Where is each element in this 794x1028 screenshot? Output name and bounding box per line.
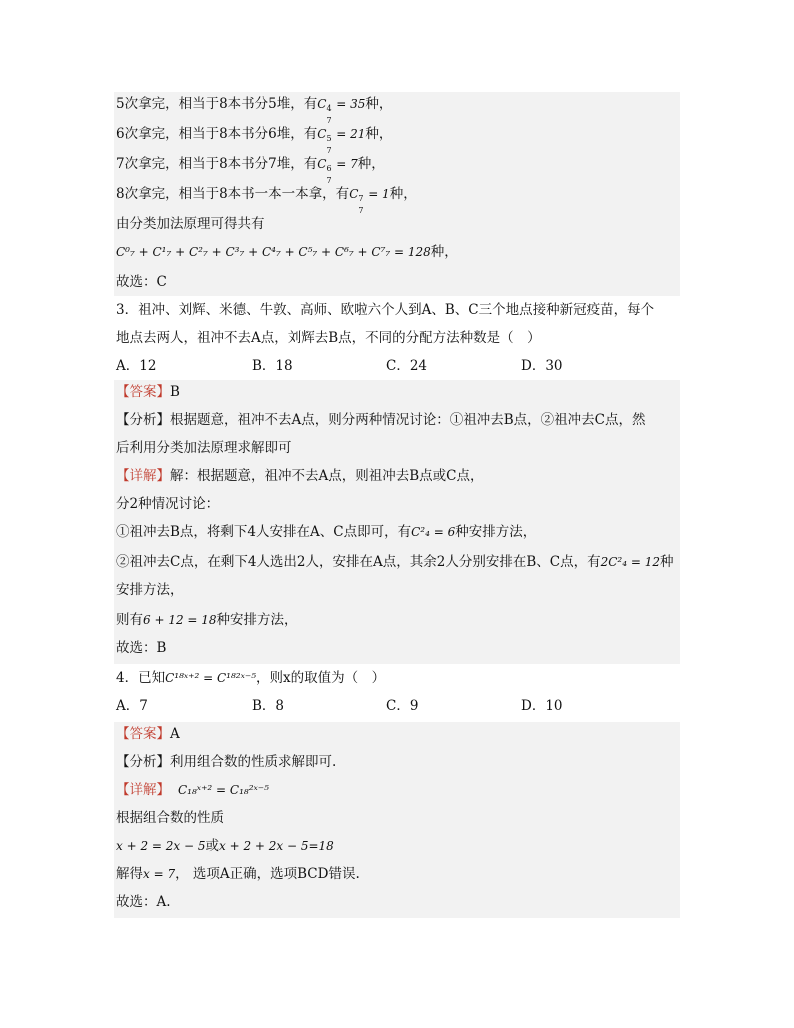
formula-line: C⁰₇ + C¹₇ + C²₇ + C³₇ + C⁴₇ + C⁵₇ + C⁶₇ + C⁷₇ = 128种，	[116, 244, 458, 260]
detail-line: 安排方法，	[116, 582, 184, 598]
option-c: C．9	[386, 698, 419, 714]
text-line: 故选：C	[116, 274, 167, 290]
answer-line: 【答案】B	[116, 384, 180, 400]
text-line: 8次拿完，相当于8本书一本一本拿，有C 7 7 = 1种，	[116, 186, 417, 215]
option-b: B．18	[252, 358, 293, 374]
question-stem: 3．祖冲、刘辉、米德、牛敦、高师、欧啦六个人到A、B、C三个地点接种新冠疫苗，每个	[116, 302, 655, 318]
text-line: 由分类加法原理可得共有	[116, 216, 265, 232]
question-stem: 4．已知C¹⁸ˣ⁺² = C¹⁸²ˣ⁻⁵，则x的取值为（ ）	[116, 670, 386, 686]
option-c: C．24	[386, 358, 428, 374]
answer-line: 【答案】A	[116, 726, 180, 742]
analysis-line: 【分析】根据题意，祖冲不去A点，则分两种情况讨论：①祖冲去B点，②祖冲去C点，然	[116, 412, 646, 428]
text-line: 5次拿完，相当于8本书分5堆，有C 4 7 = 35种，	[116, 96, 393, 125]
question-stem: 地点去两人，祖冲不去A点，刘辉去B点，不同的分配方法种数是（ ）	[116, 330, 541, 346]
detail-line: ②祖冲去C点，在剩下4人选出2人，安排在A点，其余2人分别安排在B、C点，有2C²₄ = 12种	[116, 554, 674, 570]
detail-line: 解得x = 7， 选项A正确，选项BCD错误.	[116, 866, 360, 882]
detail-line: 根据组合数的性质	[116, 810, 224, 826]
option-d: D．10	[521, 698, 563, 714]
analysis-line: 【分析】利用组合数的性质求解即可.	[116, 754, 337, 770]
text-line: 6次拿完，相当于8本书分6堆，有C 5 7 = 21种，	[116, 126, 393, 155]
detail-line: x + 2 = 2x − 5或x + 2 + 2x − 5=18	[116, 838, 334, 854]
detail-line: 分2种情况讨论：	[116, 496, 220, 512]
detail-line: 故选：A.	[116, 894, 171, 910]
detail-line: 则有6 + 12 = 18种安排方法，	[116, 612, 298, 628]
detail-line: ①祖冲去B点，将剩下4人安排在A、C点即可，有C²₄ = 6种安排方法，	[116, 524, 537, 540]
option-a: A．12	[116, 358, 157, 374]
option-d: D．30	[521, 358, 563, 374]
option-a: A．7	[116, 698, 148, 714]
option-b: B．8	[252, 698, 285, 714]
analysis-line: 后利用分类加法原理求解即可	[116, 440, 292, 456]
detail-line: 【详解】 C₁₈ˣ⁺² = C₁₈²ˣ⁻⁵	[116, 782, 269, 798]
detail-line: 故选：B	[116, 640, 167, 656]
text-line: 7次拿完，相当于8本书分7堆，有C 6 7 = 7种，	[116, 156, 385, 185]
detail-line: 【详解】解：根据题意，祖冲不去A点，则祖冲去B点或C点，	[116, 468, 484, 484]
